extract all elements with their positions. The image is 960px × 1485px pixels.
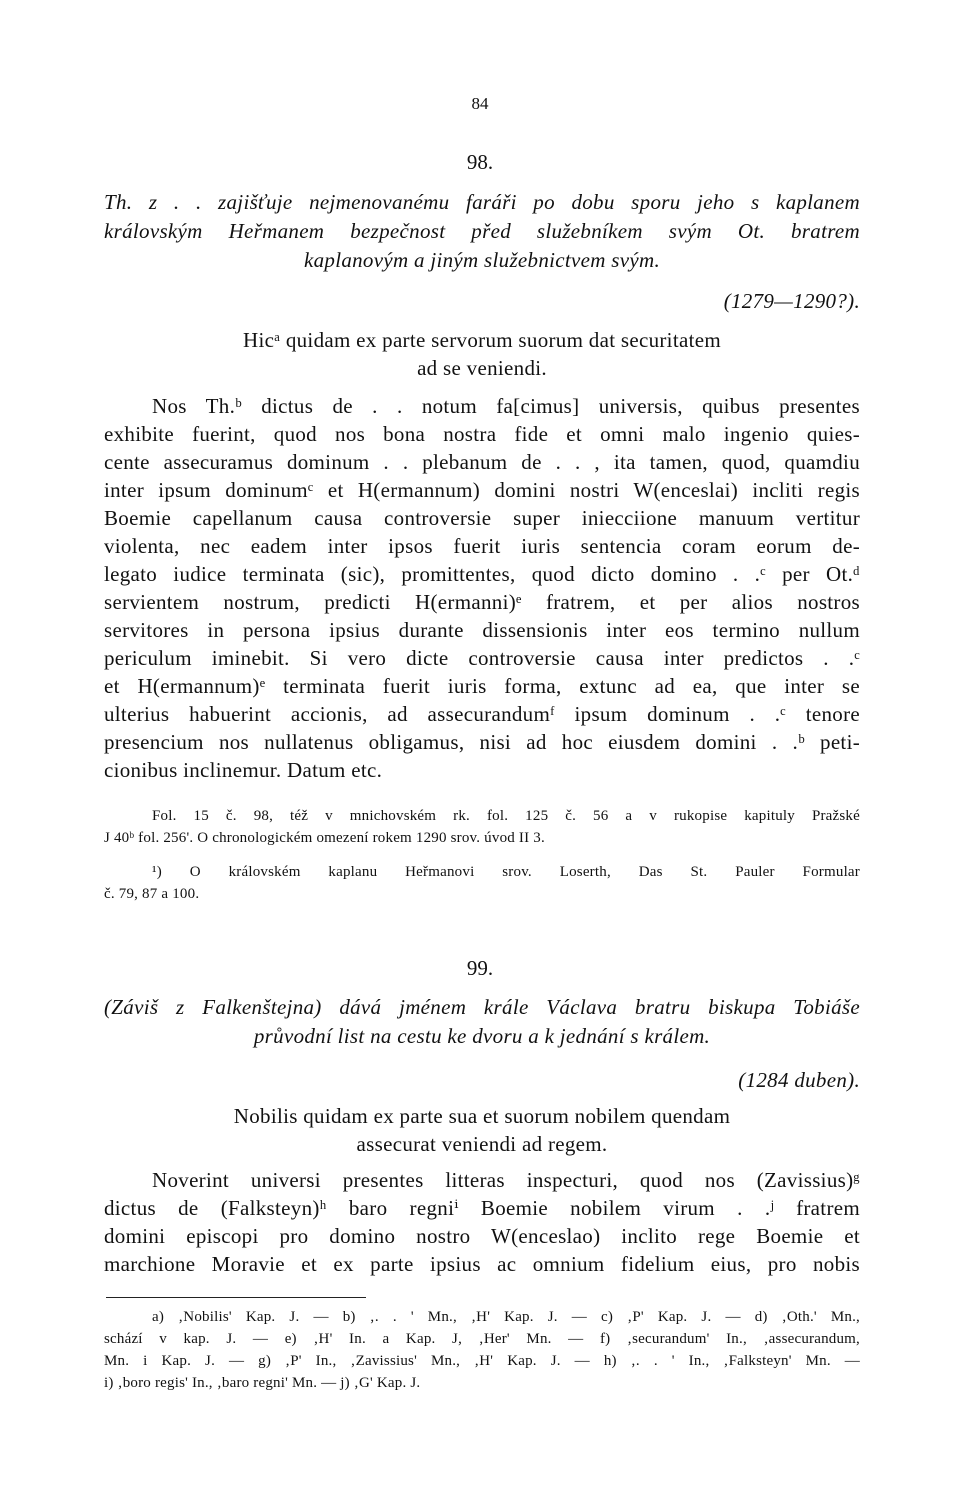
text-99-line-2: dictus de (Falksteyn)ʰ baro regniⁱ Boemie nobilem virum . .ʲ fratrem [104, 1196, 860, 1220]
document-98-date: (1279—1290?). [723, 289, 860, 313]
footnote-line-1: a) ‚Nobilis' Kap. J. — b) ‚. . ' Mn., ‚H' Kap. J. — c) ‚P' Kap. J. — d) ‚Oth.' Mn., [152, 1309, 860, 1325]
text-98-line-9: servitores in persona ipsius durante dissensionis inter eos termino nullum [104, 618, 860, 642]
text-98-line-12: ulterius habuerint accionis, ad assecurandumᶠ ipsum dominum . .ᶜ tenore [104, 702, 860, 726]
document-99-date: (1284 duben). [738, 1068, 860, 1092]
text-98-line-8: servientem nostrum, predicti H(ermanni)ᵉ fratrem, et per alios nostros [104, 590, 860, 614]
footnote-line-4: i) ‚boro regis' In., ‚baro regni' Mn. — j) ‚G' Kap. J. [104, 1375, 421, 1391]
text-99-line-1: Noverint universi presentes litteras inspecturi, quod nos (Zavissius)ᵍ [152, 1168, 860, 1192]
note-98-line-1: Fol. 15 č. 98, též v mnichovském rk. fol. 125 č. 56 a v rukopise kapituly Pražské [152, 808, 860, 824]
text-98-line-4: inter ipsum dominumᶜ et H(ermannum) domini nostri W(enceslai) incliti regis [104, 478, 860, 502]
footnote-line-2: schází v kap. J. — e) ‚H' In. a Kap. J, ‚Her' Mn. — f) ‚securandum' In., ‚assecurandum, [104, 1331, 860, 1347]
footnote-line-3: Mn. i Kap. J. — g) ‚P' In., ‚Zavissius' Mn., ‚H' Kap. J. — h) ‚. . ' In., ‚Falksteyn' Mn. — [104, 1353, 860, 1369]
note-98-line-4: č. 79, 87 a 100. [104, 886, 200, 902]
text-98-line-6: violenta, nec eadem inter ipsos fuerit iuris sentencia coram eorum de- [104, 534, 860, 558]
regest-99-line-1: (Záviš z Falkenštejna) dává jménem krále Václava bratru biskupa Tobiáše [104, 995, 860, 1019]
document-99-number: 99. [466, 956, 494, 980]
document-98-number: 98. [466, 150, 494, 174]
text-99-line-4: marchione Moravie et ex parte ipsius ac omnium fidelium eius, pro nobis [104, 1252, 860, 1276]
regest-98-line-1: Th. z . . zajišťuje nejmenovanému faráři po dobu sporu jeho s kaplanem [104, 190, 860, 214]
regest-98-line-2: královským Heřmanem bezpečnost před služebníkem svým Ot. bratrem [104, 219, 860, 243]
text-98-line-11: et H(ermannum)ᵉ terminata fuerit iuris forma, extunc ad ea, que inter se [104, 674, 860, 698]
text-98-line-7: legato iudice terminata (sic), promittentes, quod dicto domino . .ᶜ per Ot.ᵈ [104, 562, 860, 586]
page-number: 84 [471, 94, 489, 113]
text-99-line-3: domini episcopi pro domino nostro W(enceslao) inclito rege Boemie et [104, 1224, 860, 1248]
text-98-line-2: exhibite fuerint, quod nos bona nostra fide et omni malo ingenio quies- [104, 422, 860, 446]
heading-99-line-1: Nobilis quidam ex parte sua et suorum nobilem quendam [233, 1104, 731, 1128]
text-98-line-10: periculum iminebit. Si vero dicte controversie causa inter predictos . .ᶜ [104, 646, 860, 670]
heading-98-line-2: ad se veniendi. [417, 356, 547, 380]
text-98-line-1: Nos Th.ᵇ dictus de . . notum fa[cimus] universis, quibus presentes [152, 394, 860, 418]
text-98-line-5: Boemie capellanum causa controversie super iniecciione manuum vertitur [104, 506, 860, 530]
text-98-line-14: cionibus inclinemur. Datum etc. [104, 758, 383, 782]
heading-98-line-1: Hicᵃ quidam ex parte servorum suorum dat securitatem [243, 328, 721, 352]
text-98-line-3: cente assecuramus dominum . . plebanum de . . , ita tamen, quod, quamdiu [104, 450, 860, 474]
regest-99-line-2: průvodní list na cestu ke dvoru a k jednání s králem. [253, 1024, 711, 1048]
footnote-rule [106, 1297, 366, 1298]
heading-99-line-2: assecurat veniendi ad regem. [356, 1132, 608, 1156]
note-98-line-2: J 40ᵇ fol. 256'. O chronologickém omezení rokem 1290 srov. úvod II 3. [104, 830, 545, 846]
note-98-line-3: ¹) O královském kaplanu Heřmanovi srov. Loserth, Das St. Pauler Formular [152, 864, 860, 880]
text-98-line-13: presencium nos nullatenus obligamus, nisi ad hoc eiusdem domini . .ᵇ peti- [104, 730, 860, 754]
regest-98-line-3: kaplanovým a jiným služebnictvem svým. [303, 248, 661, 272]
